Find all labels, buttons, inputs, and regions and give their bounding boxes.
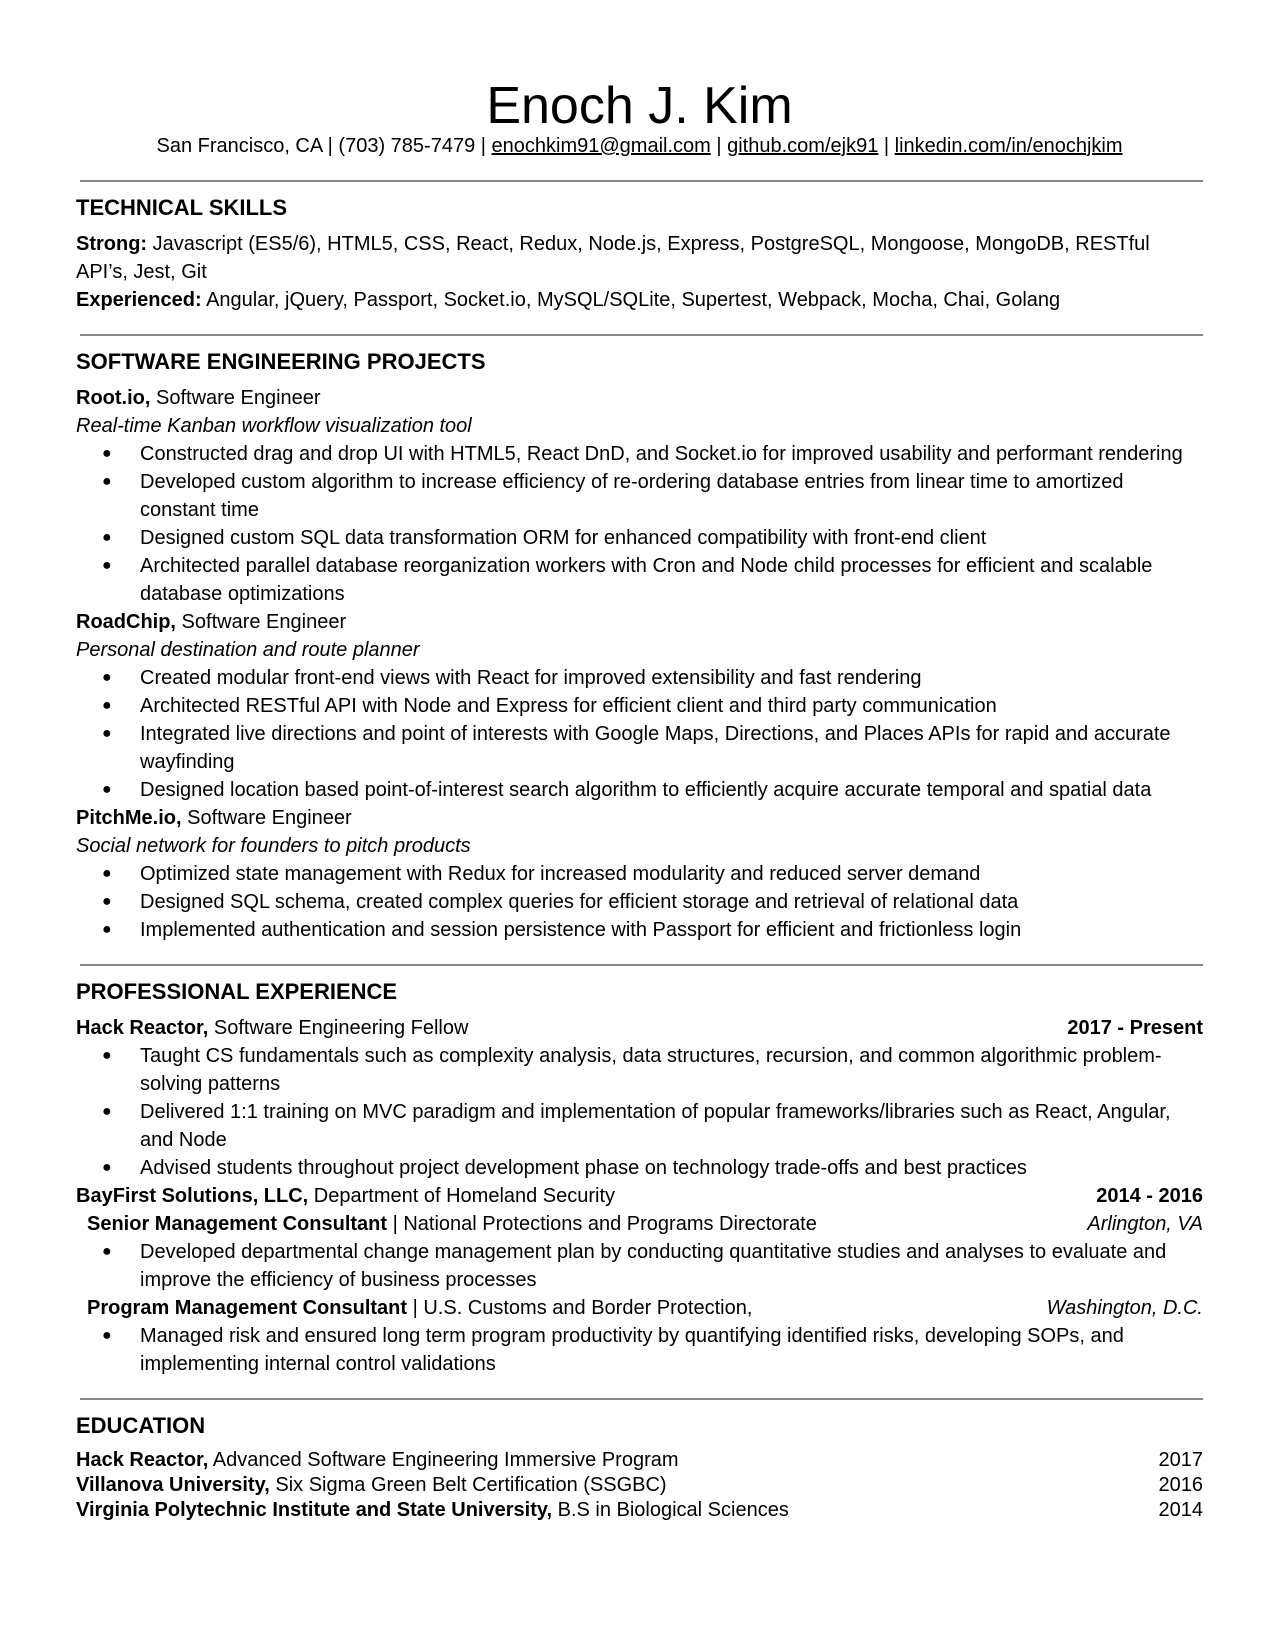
section-title-skills: TECHNICAL SKILLS [76,195,288,220]
job-bullets [76,1042,1203,1182]
bullet: ● Created modular front-end views with React for improved extensibility and fast rendering [76,664,1203,692]
bullet: ● Managed risk and ensured long term program productivity by quantifying identified risks, developing SOPs, and implementing internal control validations [76,1322,1203,1378]
year: 2014 [1158,1499,1203,1521]
role-header [76,1294,1203,1322]
project-bullets [76,440,1203,608]
role-title [87,1210,817,1238]
job-dates: 2017 - Present [1067,1017,1203,1039]
education-entry [76,1498,789,1523]
project-header [76,804,1203,832]
label: Experienced: [76,289,202,311]
phone: (703) 785-7479 [338,135,476,157]
bullet: ● Implemented authentication and session persistence with Passport for efficient and frictionless login [76,916,1203,944]
job-bullets [76,1238,1203,1294]
value: Angular, jQuery, Passport, Socket.io, MySQL/SQLite, Supertest, Webpack, Mocha, Chai, Golang [201,289,1061,311]
github-link[interactable]: github.com/ejk91 [727,135,879,157]
program: Advanced Software Engineering Immersive Program [208,1449,679,1471]
job-bullets [76,1322,1203,1378]
education-item [76,1473,1203,1498]
education-list [76,1448,1203,1523]
bullet: ● Designed SQL schema, created complex queries for efficient storage and retrieval of relational data [76,888,1203,916]
location: Arlington, VA [1087,1213,1203,1235]
skills-experienced [76,286,1203,314]
separator: | [710,135,728,157]
bullet: ● Advised students throughout project development phase on technology trade-offs and best practices [76,1154,1203,1182]
job-title [76,1014,468,1042]
project-name: PitchMe.io, [76,807,182,829]
year: 2016 [1158,1474,1203,1496]
education-entry [76,1473,667,1498]
detail: | U.S. Customs and Border Protection, [407,1297,753,1319]
bullet: ● Constructed drag and drop UI with HTML5, React DnD, and Socket.io for improved usability and performant rendering [76,440,1203,468]
skills-strong [76,230,1203,286]
project-role: Software Engineer [181,807,352,829]
role-header [76,1210,1203,1238]
bullet: ● Developed departmental change management plan by conducting quantitative studies and analyses to evaluate and improve the efficiency of business processes [76,1238,1203,1294]
title: Senior Management Consultant [87,1213,388,1235]
label: Strong: [76,233,148,255]
bullet: ● Integrated live directions and point of interests with Google Maps, Directions, and Places APIs for rapid and accurate wayfinding [76,720,1203,776]
project-bullets [76,860,1203,944]
contact-line [76,132,1203,160]
bullet: ● Architected RESTful API with Node and Express for efficient client and third party communication [76,692,1203,720]
year: 2017 [1158,1449,1203,1471]
project-header [76,608,1203,636]
separator: | [322,135,339,157]
project-description: Real-time Kanban workflow visualization tool [76,415,472,437]
bullet: ● Architected parallel database reorganization workers with Cron and Node child processes for efficient and scalable database optimizations [76,552,1203,608]
linkedin-link[interactable]: linkedin.com/in/enochjkim [894,135,1123,157]
separator: | [878,135,895,157]
role-title [87,1294,752,1322]
value: Javascript (ES5/6), HTML5, CSS, React, Redux, Node.js, Express, PostgreSQL, Mongoose, MongoDB, RESTful API’s, Jest, Git [76,233,1150,283]
section-title-projects: SOFTWARE ENGINEERING PROJECTS [76,349,486,374]
title: Program Management Consultant [87,1297,408,1319]
org: BayFirst Solutions, LLC, [76,1185,309,1207]
project-name: RoadChip, [76,611,176,633]
location: San Francisco, CA [156,135,323,157]
resume [76,0,1203,1523]
education-entry [76,1448,679,1473]
bullet: ● Delivered 1:1 training on MVC paradigm and implementation of popular frameworks/libraries such as React, Angular, and Node [76,1098,1203,1154]
project-bullets [76,664,1203,804]
education-item [76,1448,1203,1473]
project-description: Personal destination and route planner [76,639,420,661]
divider [80,1398,1203,1400]
bullet: ● Optimized state management with Redux for increased modularity and reduced server demand [76,860,1203,888]
client: Department of Homeland Security [308,1185,616,1207]
divider [80,334,1203,336]
job-dates: 2014 - 2016 [1096,1185,1203,1207]
school: Hack Reactor, [76,1449,209,1471]
job-header [76,1014,1203,1042]
section-title-education: EDUCATION [76,1413,206,1438]
education-item [76,1498,1203,1523]
section-title-experience: PROFESSIONAL EXPERIENCE [76,979,398,1004]
project-name: Root.io, [76,387,151,409]
program: B.S in Biological Sciences [552,1499,789,1521]
candidate-name: Enoch J. Kim [486,77,793,135]
school: Virginia Polytechnic Institute and State University, [76,1499,553,1521]
bullet: ● Designed location based point-of-interest search algorithm to efficiently acquire accurate temporal and spatial data [76,776,1203,804]
separator: | [475,135,492,157]
role: Software Engineering Fellow [208,1017,469,1039]
job-title [76,1182,615,1210]
org: Hack Reactor, [76,1017,209,1039]
location: Washington, D.C. [1046,1297,1203,1319]
divider [80,964,1203,966]
project-role: Software Engineer [150,387,321,409]
detail: | National Protections and Programs Directorate [387,1213,817,1235]
project-description: Social network for founders to pitch products [76,835,471,857]
job-header [76,1182,1203,1210]
program: Six Sigma Green Belt Certification (SSGBC) [269,1474,667,1496]
email-link[interactable]: enochkim91@gmail.com [491,135,711,157]
bullet: ● Designed custom SQL data transformation ORM for enhanced compatibility with front-end client [76,524,1203,552]
bullet: ● Developed custom algorithm to increase efficiency of re-ordering database entries from linear time to amortized constant time [76,468,1203,524]
bullet: ● Taught CS fundamentals such as complexity analysis, data structures, recursion, and common algorithmic problem-solving patterns [76,1042,1203,1098]
projects-list [76,384,1203,944]
school: Villanova University, [76,1474,270,1496]
project-header [76,384,1203,412]
divider [80,180,1203,182]
project-role: Software Engineer [176,611,347,633]
